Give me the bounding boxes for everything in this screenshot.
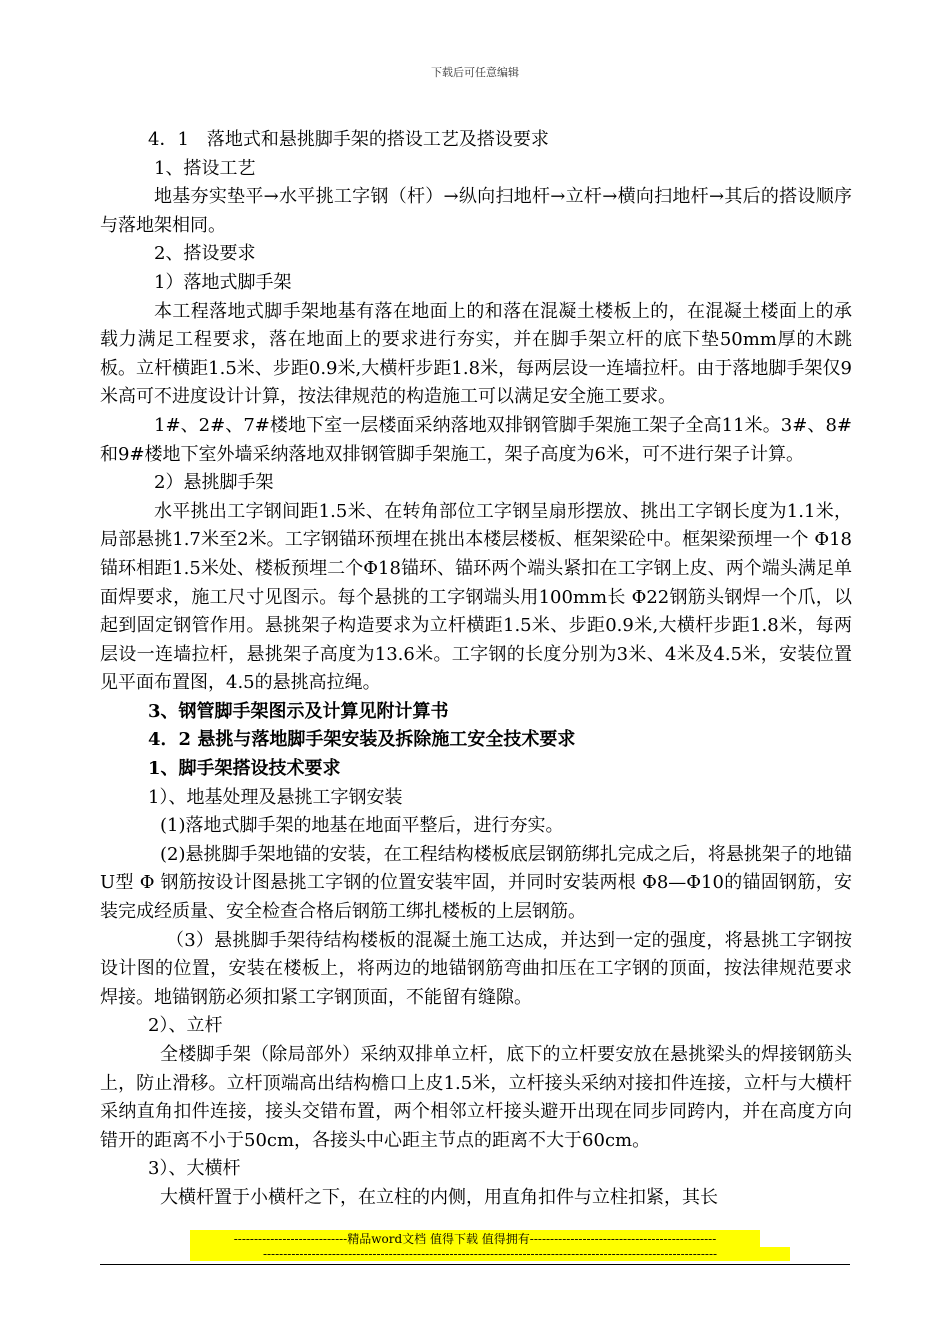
footer-banner-line: ----------------------------精品word文档 值得下载 值得拥有---------------------------------------------- bbox=[190, 1230, 760, 1247]
paragraph: 大横杆置于小横杆之下，在立柱的内侧，用直角扣件与立柱扣紧，其长 bbox=[160, 1186, 718, 1208]
subheading-1: 1、搭设工艺 bbox=[154, 157, 256, 179]
subheading-2-1: 1）落地式脚手架 bbox=[154, 271, 292, 293]
footer-rule bbox=[100, 1264, 850, 1265]
paragraph: 地基夯实垫平→水平挑工字钢（杆）→纵向扫地杆→立杆→横向扫地杆→其后的搭设顺序与落地架相同。 bbox=[100, 186, 852, 236]
bold-heading-1: 1、脚手架搭设技术要求 bbox=[148, 758, 341, 780]
section-heading-4-1: 4．1 落地式和悬挑脚手架的搭设工艺及搭设要求 bbox=[148, 129, 549, 150]
paragraph: 水平挑出工字钢间距1.5米、在转角部位工字钢呈扇形摆放、挑出工字钢长度为1.1米，局部悬挑1.7米至2米。工字钢锚环预埋在挑出本楼层楼板、框架梁砼中。框架梁预埋一个 Φ18锚环相距1.5米处、楼板预埋二个Φ18锚环、锚环两个端头紧扣在工字钢上皮、两个端头满足单面焊要求，施工尺寸见图示。每个悬挑的工字钢端头用100mm长 Φ22钢筋头钢焊一个爪，以起到固定钢管作用。悬挑架子构造要求为立杆横距1.5米、步距0.9米,大横杆步距1.8米，每两层设一连墙拉杆，悬挑架子高度为13.6米。工字钢的长度分别为3米、4米及4.5米，安装位置见平面布置图，4.5的悬挑高拉绳。 bbox=[100, 500, 852, 694]
paragraph: （3）悬挑脚手架待结构楼板的混凝土施工达成，并达到一定的强度，将悬挑工字钢按设计图的位置，安装在楼板上，将两边的地锚钢筋弯曲扣压在工字钢的顶面，按法律规范要求焊接。地锚钢筋必须扣紧工字钢顶面，不能留有缝隙。 bbox=[100, 929, 852, 1008]
paragraph: 本工程落地式脚手架地基有落在地面上的和落在混凝土楼板上的，在混凝土楼面上的承载力满足工程要求，落在地面上的要求进行夯实，并在脚手架立杆的底下垫50mm厚的木跳板。立杆横距1.5米、步距0.9米,大横杆步距1.8米，每两层设一连墙拉杆。由于落地脚手架仅9米高可不进度设计计算，按法律规范的构造施工可以满足安全施工要求。 bbox=[100, 300, 852, 408]
paragraph: 1#、2#、7#楼地下室一层楼面采纳落地双排钢管脚手架施工架子全高11米。3#、8#和9#楼地下室外墙采纳落地双排钢管脚手架施工，架子高度为6米，可不进行架子计算。 bbox=[100, 414, 852, 465]
bold-heading-3: 3、钢管脚手架图示及计算见附计算书 bbox=[148, 700, 449, 722]
footer-dash-line: ---------------------------------------------------------------------------------------------------------------- bbox=[190, 1247, 790, 1261]
document-body bbox=[100, 126, 852, 1213]
subheading-3-horizontal: 3）、大横杆 bbox=[148, 1158, 241, 1180]
paragraph: (2)悬挑脚手架地锚的安装，在工程结构楼板底层钢筋绑扎完成之后，将悬挑架子的地锚U型 Φ 钢筋按设计图悬挑工字钢的位置安装牢固，并同时安装两根 Φ8—Φ10的锚固钢筋，安装完成经质量、安全检查合格后钢筋工绑扎楼板的上层钢筋。 bbox=[100, 843, 852, 923]
subheading-2-vertical: 2）、立杆 bbox=[148, 1015, 223, 1037]
page-header: 下载后可任意编辑 bbox=[431, 66, 519, 79]
paragraph: 全楼脚手架（除局部外）采纳双排单立杆，底下的立杆要安放在悬挑梁头的焊接钢筋头上，防止滑移。立杆顶端高出结构檐口上皮1.5米，立杆接头采纳对接扣件连接，立杆与大横杆采纳直角扣件连接，接头交错布置，两个相邻立杆接头避开出现在同步同跨内，并在高度方向错开的距离不小于50cm，各接头中心距主节点的距离不大于60cm。 bbox=[100, 1044, 852, 1151]
paragraph: (1)落地式脚手架的地基在地面平整后，进行夯实。 bbox=[160, 815, 564, 837]
section-heading-4-2: 4．2 悬挑与落地脚手架安装及拆除施工安全技术要求 bbox=[148, 729, 576, 751]
subheading-2-2: 2）悬挑脚手架 bbox=[154, 472, 274, 494]
subheading-2: 2、搭设要求 bbox=[154, 243, 256, 265]
subheading-1-1: 1）、地基处理及悬挑工字钢安装 bbox=[148, 786, 403, 808]
